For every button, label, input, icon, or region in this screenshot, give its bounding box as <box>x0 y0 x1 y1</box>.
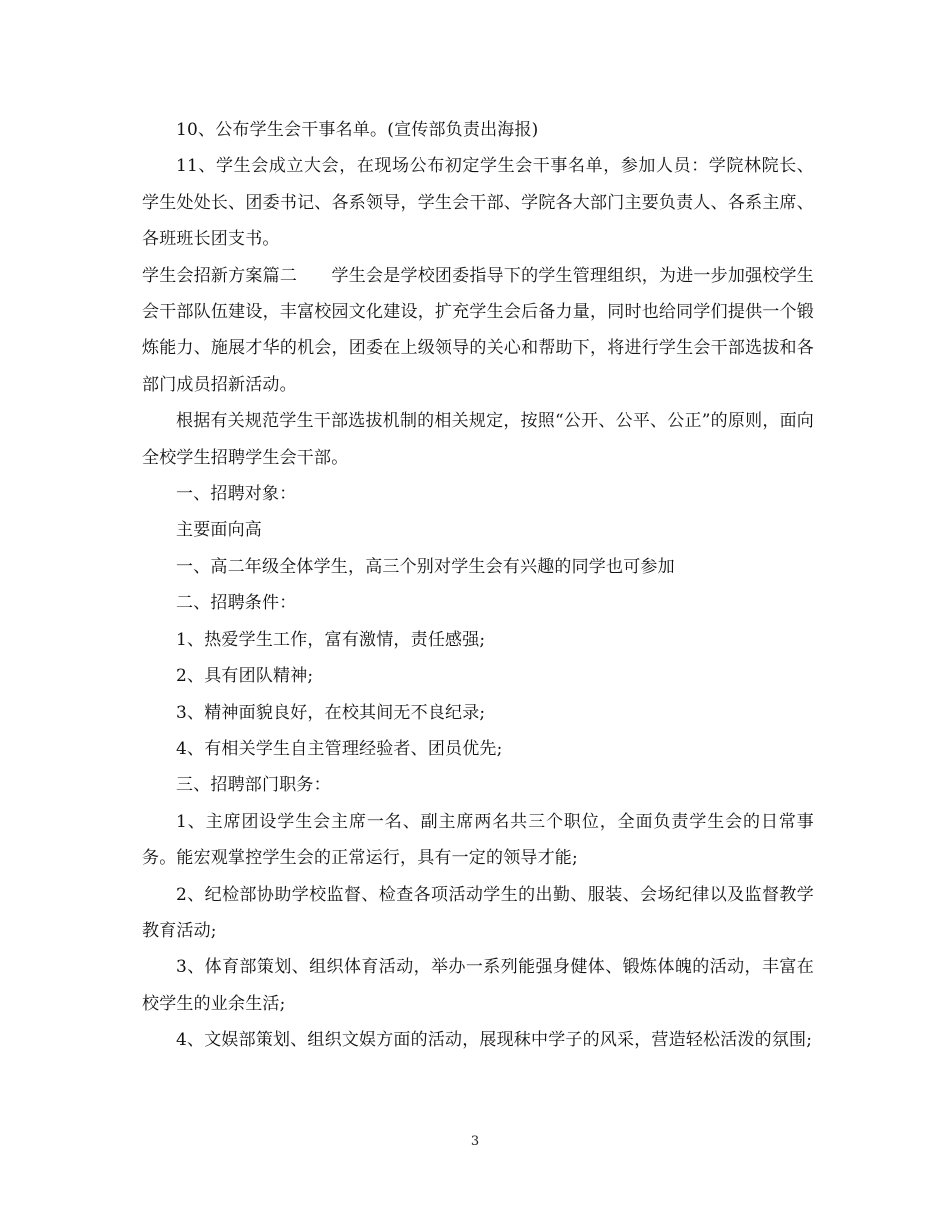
condition-item-1: 1、热爱学生工作，富有激情，责任感强; <box>176 629 486 650</box>
paragraph-item-10: 10、公布学生会干事名单。(宣传部负责出海报) <box>176 120 539 140</box>
document-body <box>142 112 814 1059</box>
condition-item-4: 4、有相关学生自主管理经验者、团员优先; <box>176 738 503 759</box>
section-heading-departments: 三、招聘部门职务： <box>176 775 331 796</box>
section-heading-recruit-target: 一、招聘对象： <box>176 484 297 505</box>
condition-item-2: 2、具有团队精神; <box>176 666 314 687</box>
paragraph-item-11: 11、学生会成立大会，在现场公布初定学生会干事名单，参加人员：学院林院长、学生处处长、团委书记、各系领导，学生会干部、学院各大部门主要负责人、各系主席、各班班长团支书。 <box>142 156 814 250</box>
department-item-presidium: 1、主席团设学生会主席一名、副主席两名共三个职位，全面负责学生会的日常事务。能宏观掌控学生会的正常运行，具有一定的领导才能; <box>142 811 814 869</box>
department-item-entertainment: 4、文娱部策划、组织文娱方面的活动，展现秣中学子的风采，营造轻松活泼的氛围; <box>176 1030 813 1051</box>
paragraph-target-grades: 一、高二年级全体学生，高三个别对学生会有兴趣的同学也可参加 <box>176 556 675 577</box>
paragraph-target-main: 主要面向高 <box>176 520 262 541</box>
section-heading-recruit-conditions: 二、招聘条件： <box>176 593 297 614</box>
department-item-sports: 3、体育部策划、组织体育活动，举办一系列能强身健体、锻炼体魄的活动，丰富在校学生的业余生活; <box>142 957 814 1014</box>
paragraph-plan-part-two: 学生会招新方案篇二 学生会是学校团委指导下的学生管理组织，为进一步加强校学生会干部队伍建设，丰富校园文化建设，扩充学生会后备力量，同时也给同学们提供一个锻炼能力、施展才华的机会，团委在上级领导的关心和帮助下，将进行学生会干部选拔和各部门成员招新活动。 <box>142 265 814 395</box>
page-number: 3 <box>470 1134 480 1149</box>
condition-item-3: 3、精神面貌良好，在校其间无不良纪录; <box>176 702 486 723</box>
department-item-discipline: 2、纪检部协助学校监督、检查各项活动学生的出勤、服装、会场纪律以及监督教学教育活动; <box>142 884 814 941</box>
paragraph-principle: 根据有关规范学生干部选拔机制的相关规定，按照“公开、公平、公正”的原则，面向全校学生招聘学生会干部。 <box>142 411 814 468</box>
